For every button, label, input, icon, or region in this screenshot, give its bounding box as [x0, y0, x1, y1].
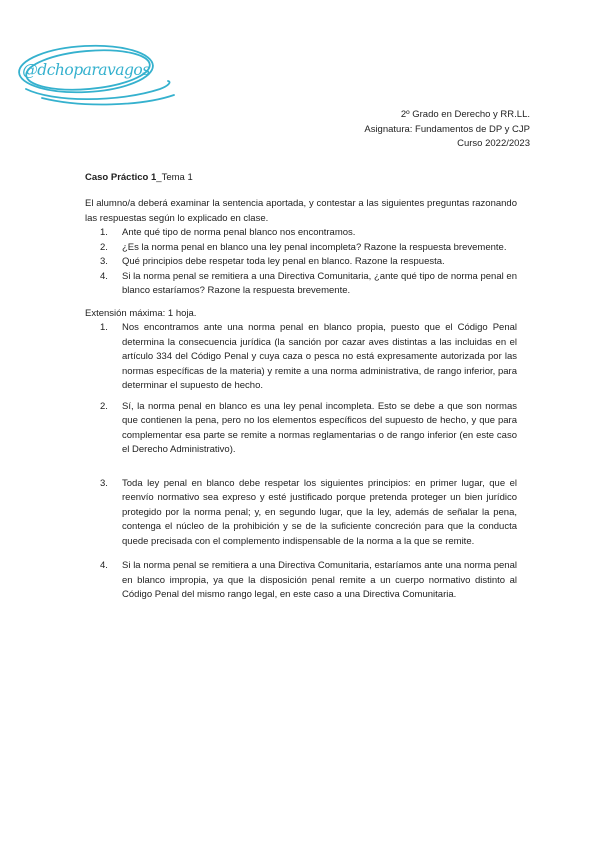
answer-text: Nos encontramos ante una norma penal en blanco propia, puesto que el Código Penal determina la consecuencia jurídica (la sanción por cazar aves distintas a las incluidas en el artículo 334 del Código Penal y cuya caza o pesca no está expresamente autorizada por las normas específicas de la materia) y remite a una norma administrativa, de rango inferior, para determinar el supuesto de hecho.	[122, 322, 517, 391]
answer-text: Toda ley penal en blanco debe respetar los siguientes principios: en primer lugar, que el reenvío normativo sea expreso y esté justificado porque pretenda proteger un bien jurídico protegido por la norma penal; y, en segundo lugar, que la ley, además de señalar la pena, contenga el núcleo de la prohibición y se de la suficiente concreción para que la conducta quede precisada con el complemento indispensable de la norma a la que se remite.	[122, 477, 517, 547]
question-text: Qué principios debe respetar toda ley penal en blanco. Razone la respuesta.	[122, 256, 445, 267]
question-number: 4.	[100, 270, 108, 282]
page-title-regular: _Tema 1	[156, 171, 193, 183]
question-item	[85, 241, 517, 256]
answers-list	[85, 321, 517, 603]
course-header-year: Curso 2022/2023	[457, 138, 530, 149]
answer-item	[85, 321, 517, 394]
answer-item	[85, 400, 517, 458]
answer-item	[85, 477, 517, 550]
logo-handle: @dchoparavagos	[22, 61, 150, 79]
max-length-note: Extensión máxima: 1 hoja.	[85, 307, 197, 319]
answer-number: 4.	[100, 560, 108, 571]
question-number: 2.	[100, 241, 108, 253]
course-header	[85, 108, 530, 152]
question-text: ¿Es la norma penal en blanco una ley penal incompleta? Razone la respuesta brevemente.	[122, 241, 507, 253]
answer-number: 1.	[100, 322, 108, 333]
question-item	[85, 255, 517, 270]
answer-text: Si la norma penal se remitiera a una Directiva Comunitaria, estaríamos ante una norma penal en blanco impropia, ya que la disposición penal remite a un cuerpo normativo distinto al Código Penal del mismo rango legal, en este caso a una Directiva Comunitaria.	[122, 560, 517, 600]
question-number: 1.	[100, 227, 108, 238]
answer-number: 2.	[100, 400, 108, 412]
answer-text: Sí, la norma penal en blanco es una ley penal incompleta. Esto se debe a que son normas que contienen la pena, pero no los elementos específicos del supuesto de hecho, y que para complementar esa parte se remite a normas reglamentarias o de rango inferior (en este caso el Derecho Administrativo).	[122, 400, 517, 455]
question-item	[85, 226, 517, 241]
intro-paragraph: El alumno/a deberá examinar la sentencia aportada, y contestar a las siguientes preguntas razonando las respuestas según lo explicado en clase.	[85, 198, 517, 224]
question-item	[85, 270, 517, 299]
questions-list	[85, 226, 517, 299]
question-number: 3.	[100, 256, 108, 267]
question-text: Si la norma penal se remitiera a una Directiva Comunitaria, ¿ante qué tipo de norma penal en blanco estaríamos? Razone la respuesta brevemente.	[122, 270, 517, 296]
page-title-bold: Caso Práctico 1	[85, 171, 157, 183]
question-text: Ante qué tipo de norma penal blanco nos encontramos.	[122, 227, 356, 238]
answer-number: 3.	[100, 477, 108, 489]
course-header-degree: 2º Grado en Derecho y RR.LL.	[400, 109, 530, 120]
answer-item	[85, 559, 517, 603]
page-title	[85, 171, 517, 186]
course-header-subject: Asignatura: Fundamentos de DP y CJP	[364, 123, 530, 135]
